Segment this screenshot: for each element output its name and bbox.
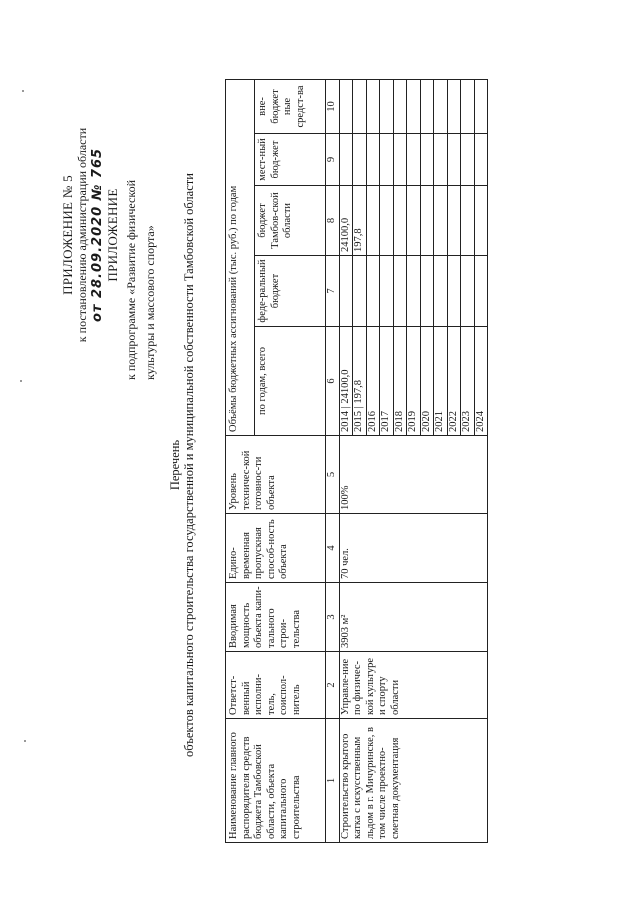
year-label: 2022 [447, 411, 459, 432]
column-number: 8 [326, 186, 340, 256]
header-regional: бюджет Тамбов-ской области [255, 186, 326, 256]
federal-cell [380, 256, 394, 327]
object-name-cell: Строительство крытого катка с искусственным льдом в г. Мичуринске, в том числе проектно-сметная документация [339, 719, 488, 843]
regional-cell [447, 186, 461, 256]
header-local: мест-ный бюд-жет [255, 134, 326, 186]
header-funding-group: Объёмы бюджетных ассигнований (тыс. руб.) по годам [226, 80, 255, 436]
appendix-header [60, 70, 158, 400]
table-row [339, 80, 353, 843]
handwritten-date-number: от 28.09.2020 № 765 [90, 147, 105, 323]
header-capacity: Вводимая мощность объекта капи-тального строи-тельства [226, 583, 326, 652]
column-number: 9 [326, 134, 340, 186]
header-readiness: Уровень техничес-кой готовнос-ти объекта [226, 436, 326, 514]
year-total-cell: 2014 | 24100,0 [339, 327, 353, 436]
column-number: 2 [326, 652, 340, 719]
regional-cell [434, 186, 448, 256]
appendix-label: ПРИЛОЖЕНИЕ [105, 188, 120, 282]
year-label: 2018 [393, 411, 405, 432]
year-label: 2016 [366, 411, 378, 432]
year-total: 24100,0 [339, 369, 351, 404]
document-title [168, 115, 196, 815]
header-throughput: Едино-временная пропускная способ-ность объекта [226, 514, 326, 583]
year-total-cell [461, 327, 475, 436]
regional-cell: 24100,0 [339, 186, 353, 256]
federal-cell [407, 256, 421, 327]
extra-cell [447, 80, 461, 134]
column-number: 6 [326, 327, 340, 436]
federal-cell [366, 256, 380, 327]
regional-cell: 197,8 [353, 186, 367, 256]
year-total-cell [420, 327, 434, 436]
local-cell [339, 134, 353, 186]
local-cell [366, 134, 380, 186]
year-label: 2020 [420, 411, 432, 432]
subprogram-line-2: культуры и массового спорта» [143, 225, 157, 380]
column-number: 7 [326, 256, 340, 327]
column-numbers-row [326, 80, 340, 843]
extra-cell [353, 80, 367, 134]
extra-cell [380, 80, 394, 134]
year-label: 2019 [407, 411, 418, 432]
header-federal: феде-ральный бюджет [255, 256, 326, 327]
title-line-1: Перечень [168, 439, 182, 491]
federal-cell [339, 256, 353, 327]
title-line-2: объектов капитального строительства государственной и муниципальной собственности Тамбовской области [182, 173, 196, 757]
column-number: 5 [326, 436, 340, 514]
local-cell [474, 134, 488, 186]
readiness-cell: 100% [339, 436, 488, 514]
regional-cell [407, 186, 421, 256]
federal-cell [447, 256, 461, 327]
decree-reference: к постановлению администрации области [75, 127, 89, 343]
year-total-cell [407, 327, 421, 436]
local-cell [434, 134, 448, 186]
header-total: по годам, всего [255, 327, 326, 436]
federal-cell [461, 256, 475, 327]
year-total-cell [380, 327, 394, 436]
local-cell [461, 134, 475, 186]
capacity-cell: 3903 м² [339, 583, 488, 652]
appendix-number: ПРИЛОЖЕНИЕ № 5 [60, 175, 75, 295]
year-total: 197,8 [353, 380, 364, 404]
column-number: 1 [326, 719, 340, 843]
local-cell [353, 134, 367, 186]
extra-cell [474, 80, 488, 134]
year-label: 2021 [434, 411, 445, 432]
year-label: 2024 [474, 411, 486, 432]
year-label: 2014 [339, 411, 351, 432]
regional-cell [366, 186, 380, 256]
local-cell [380, 134, 394, 186]
regional-cell [474, 186, 488, 256]
extra-cell [366, 80, 380, 134]
header-executor: Ответст-венный исполни-тель, соиспол-нитель [226, 652, 326, 719]
federal-cell [393, 256, 407, 327]
year-total-cell: 2015 | 197,8 [353, 327, 367, 436]
year-label: 2017 [380, 411, 391, 432]
year-label: 2015 [353, 411, 364, 432]
federal-cell [434, 256, 448, 327]
extra-cell [420, 80, 434, 134]
local-cell [420, 134, 434, 186]
local-cell [393, 134, 407, 186]
regional-cell [380, 186, 394, 256]
extra-cell [339, 80, 353, 134]
extra-cell [434, 80, 448, 134]
year-total-cell [393, 327, 407, 436]
year-total-cell [474, 327, 488, 436]
federal-cell [474, 256, 488, 327]
extra-cell [461, 80, 475, 134]
federal-cell [353, 256, 367, 327]
regional-cell [420, 186, 434, 256]
header-extrabudget: вне-бюджет ные средст-ва [255, 80, 326, 134]
year-total-cell [434, 327, 448, 436]
regional-cell [393, 186, 407, 256]
federal-cell [420, 256, 434, 327]
extra-cell [393, 80, 407, 134]
capital-construction-table [225, 79, 488, 843]
subprogram-line-1: к подпрограмме «Развитие физической [124, 179, 138, 380]
column-number: 3 [326, 583, 340, 652]
extra-cell [407, 80, 421, 134]
executor-cell: Управле-ние по физичес-кой культуре и спорту области [339, 652, 488, 719]
throughput-cell: 70 чел. [339, 514, 488, 583]
year-total-cell [366, 327, 380, 436]
year-label: 2023 [461, 411, 472, 432]
regional-cell [461, 186, 475, 256]
column-number: 10 [326, 80, 340, 134]
year-total-cell [447, 327, 461, 436]
column-number: 4 [326, 514, 340, 583]
local-cell [407, 134, 421, 186]
local-cell [447, 134, 461, 186]
header-name: Наименование главного распорядителя средств бюджета Тамбовской области, объекта капитального строительства [226, 719, 326, 843]
